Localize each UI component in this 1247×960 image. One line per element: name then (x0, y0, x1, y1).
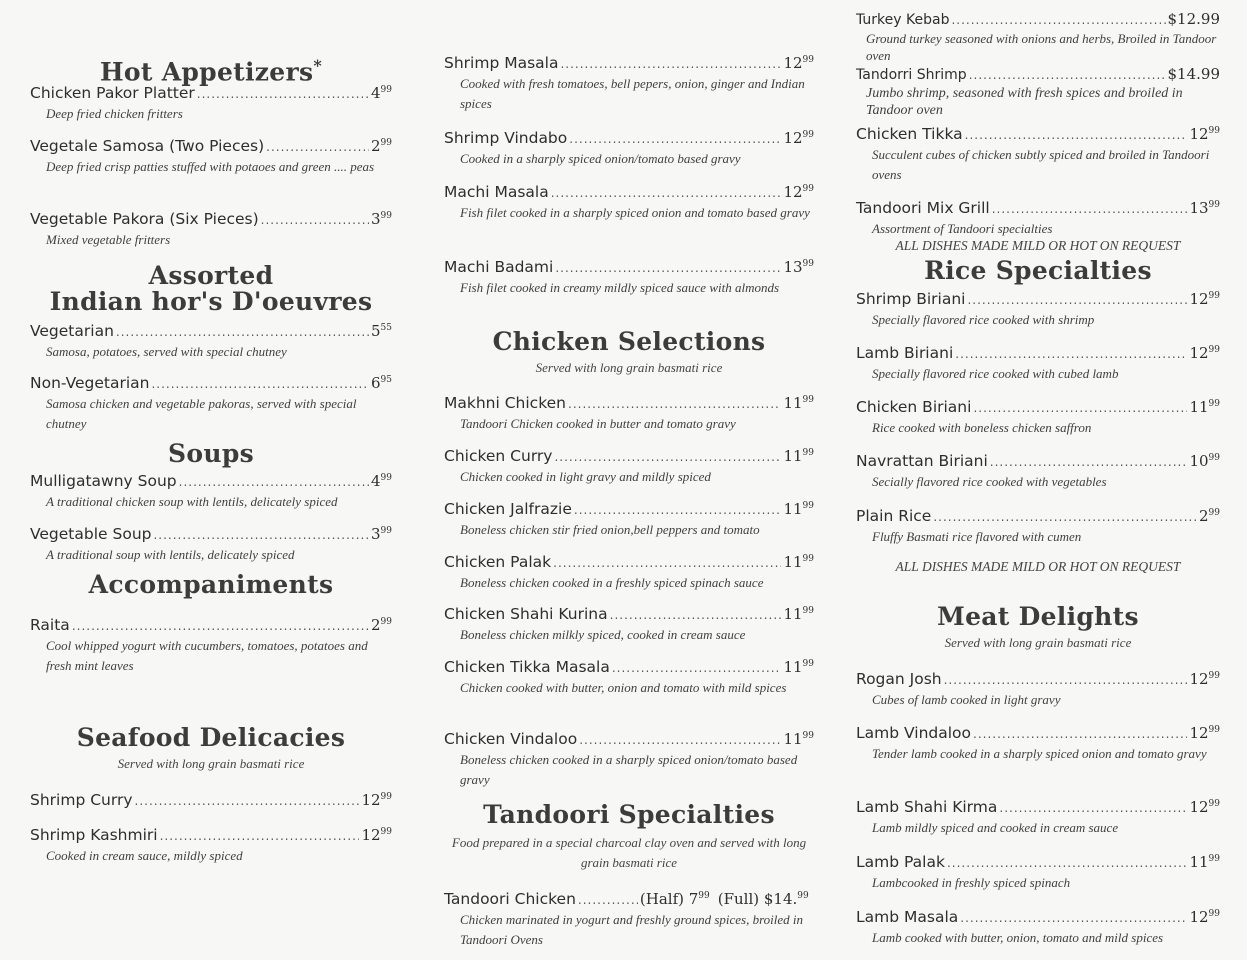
section-title-accompaniments: Accompaniments (88, 570, 334, 599)
leader-dots (610, 605, 782, 625)
menu-item (856, 195, 1220, 239)
item-description: Deep fried crisp patties stuffed with potaoes and green .... peas (46, 159, 375, 174)
section-subtitle: Served with long grain basmati rice (944, 635, 1132, 650)
leader-dots (612, 658, 782, 678)
leader-dots (179, 472, 369, 492)
item-name: Chicken Vindaloo (444, 730, 578, 748)
item-name: Raita (30, 616, 70, 634)
item-price: $11^{99}$ (783, 447, 814, 465)
item-description: Chicken cooked in light gravy and mildly spiced (460, 469, 711, 484)
menu-item (856, 286, 1220, 330)
leader-dots (197, 84, 369, 104)
item-price: $2^{99}$ (1199, 507, 1220, 525)
menu-item (444, 726, 814, 790)
item-price: $2^{99}$ (371, 137, 392, 155)
section-subtitle: Food prepared in a special charcoal clay oven and served with long grain basmati rice (451, 835, 807, 870)
leader-dots (967, 290, 1187, 310)
item-name: Vegetarian (30, 322, 114, 340)
item-description: Chicken cooked with butter, onion and tomato with mild spices (460, 680, 787, 695)
item-name: Shrimp Kashmiri (30, 826, 158, 844)
item-description: Boneless chicken cooked in a freshly spiced spinach sauce (460, 575, 764, 590)
item-description: Samosa chicken and vegetable pakoras, served with special chutney (46, 396, 357, 431)
menu-item (30, 468, 392, 512)
item-name: Chicken Pakor Platter (30, 84, 195, 102)
mild-hot-note: ALL DISHES MADE MILD OR HOT ON REQUEST (895, 238, 1181, 253)
leader-dots (554, 447, 781, 467)
item-description: Cooked with fresh tomatoes, bell pepers, onion, ginger and Indian spices (460, 76, 805, 111)
leader-dots (153, 525, 369, 545)
item-price: $12^{99}$ (783, 183, 814, 201)
item-description: Fluffy Basmati rice flavored with cumen (872, 529, 1082, 544)
item-description: Rice cooked with boneless chicken saffron (872, 420, 1092, 435)
item-price: $12^{99}$ (1189, 724, 1220, 742)
menu-item (856, 9, 1220, 64)
item-price: $3^{99}$ (371, 525, 392, 543)
menu-item (444, 496, 814, 540)
menu-item (30, 612, 392, 676)
menu-item (30, 133, 392, 177)
item-price: $10^{99}$ (1189, 452, 1220, 470)
item-name: Chicken Shahi Kurina (444, 605, 608, 623)
section-title-hors-doeuvres: Indian hor's D'oeuvres (49, 287, 373, 316)
item-name: Shrimp Curry (30, 791, 133, 809)
leader-dots (947, 853, 1188, 873)
leader-dots (965, 125, 1188, 145)
item-price: $12^{99}$ (783, 54, 814, 72)
item-price: $12.99 (1167, 10, 1220, 28)
item-name: Rogan Josh (856, 670, 942, 688)
section-title-hot-appetizers: Hot Appetizers* (99, 56, 323, 87)
item-description: A traditional chicken soup with lentils, delicately spiced (46, 494, 338, 509)
leader-dots (992, 199, 1188, 219)
item-description: Specially flavored rice cooked with shrimp (872, 312, 1095, 327)
item-description: Cooked in cream sauce, mildly spiced (46, 848, 243, 863)
item-description: Cubes of lamb cooked in light gravy (872, 692, 1061, 707)
menu-item (856, 503, 1220, 547)
item-name: Vegetable Pakora (Six Pieces) (30, 210, 259, 228)
leader-dots (116, 322, 369, 342)
leader-dots (999, 798, 1187, 818)
menu-item (856, 121, 1220, 185)
section-title-chicken: Chicken Selections (492, 327, 766, 356)
menu-item (856, 448, 1220, 492)
item-description: Specially flavored rice cooked with cubed lamb (872, 366, 1119, 381)
item-description: Boneless chicken stir fried onion,bell peppers and tomato (460, 522, 760, 537)
item-name: Navrattan Biriani (856, 452, 988, 470)
menu-item (856, 794, 1220, 838)
item-price-half: (Half) $7^{99}$ (639, 890, 710, 908)
item-name: Chicken Palak (444, 553, 552, 571)
leader-dots (990, 452, 1188, 472)
menu-item (30, 206, 392, 250)
section-title-soups: Soups (168, 439, 254, 468)
item-description: Mixed vegetable fritters (46, 232, 171, 247)
menu-item (856, 340, 1220, 384)
item-name: Lamb Palak (856, 853, 945, 871)
item-name: Non-Vegetarian (30, 374, 150, 392)
item-price: $11^{99}$ (783, 730, 814, 748)
item-description: Fish filet cooked in a sharply spiced onion and tomato based gravy (460, 205, 810, 220)
menu-item (444, 549, 814, 593)
section-subtitle: Served with long grain basmati rice (117, 756, 305, 771)
menu-item (30, 80, 392, 124)
leader-dots (160, 826, 360, 846)
item-description: Tender lamb cooked in a sharply spiced onion and tomato gravy (872, 746, 1207, 761)
item-price-full: (Full) $14.99 (717, 890, 809, 908)
leader-dots (261, 210, 369, 230)
item-price: $13^{99}$ (1189, 199, 1220, 217)
item-name: Chicken Tikka (856, 125, 963, 143)
item-price: $11^{99}$ (783, 658, 814, 676)
menu-item (30, 787, 392, 811)
leader-dots (72, 616, 369, 636)
menu-item (444, 179, 814, 223)
menu-item (856, 720, 1220, 764)
item-description: Secially flavored rice cooked with vegetables (872, 474, 1107, 489)
menu-item (444, 601, 814, 645)
item-name: Chicken Curry (444, 447, 553, 465)
item-name: Machi Badami (444, 258, 554, 276)
section-subtitle: Served with long grain basmati rice (535, 360, 723, 375)
leader-dots (266, 137, 369, 157)
item-name: Turkey Kebab (856, 12, 950, 28)
item-description: Fish filet cooked in creamy mildly spiced sauce with almonds (460, 280, 780, 295)
item-description: Chicken marinated in yogurt and freshly ground spices, broiled in Tandoori Ovens (460, 912, 804, 947)
item-description: Tandoori Chicken cooked in butter and tomato gravy (460, 416, 736, 431)
item-name: Shrimp Biriani (856, 290, 966, 308)
leader-dots (553, 553, 781, 573)
menu-item (856, 394, 1220, 438)
section-title-seafood: Seafood Delicacies (76, 723, 346, 752)
menu-item (444, 125, 814, 169)
menu-item (444, 654, 814, 698)
item-price: $12^{99}$ (361, 826, 392, 844)
item-name: Plain Rice (856, 507, 932, 525)
item-price: $11^{99}$ (783, 553, 814, 571)
item-description: Boneless chicken cooked in a sharply spiced onion/tomato based gravy (460, 752, 798, 787)
item-price: $12^{99}$ (1189, 125, 1220, 143)
section-title-rice: Rice Specialties (924, 256, 1152, 285)
menu-item (30, 318, 392, 362)
leader-dots (551, 183, 782, 203)
item-name: Lamb Masala (856, 908, 959, 926)
leader-dots (955, 344, 1187, 364)
leader-dots (973, 724, 1187, 744)
item-price: $12^{99}$ (1189, 670, 1220, 688)
item-price: $4^{99}$ (371, 472, 392, 490)
menu-item (856, 849, 1220, 893)
item-description: Cooked in a sharply spiced onion/tomato based gravy (460, 151, 741, 166)
leader-dots (960, 908, 1187, 928)
item-name: Tandoori Chicken (444, 890, 576, 908)
item-description: Succulent cubes of chicken subtly spiced and broiled in Tandoori ovens (872, 147, 1210, 182)
item-price: $12^{99}$ (783, 129, 814, 147)
item-description: A traditional soup with lentils, delicately spiced (46, 547, 295, 562)
leader-dots (951, 10, 1165, 30)
item-name: Shrimp Vindabo (444, 129, 568, 147)
item-name: Makhni Chicken (444, 394, 566, 412)
item-description: Boneless chicken milkly spiced, cooked in cream sauce (460, 627, 746, 642)
menu-item (444, 443, 814, 487)
item-name: Lamb Shahi Kirma (856, 798, 998, 816)
item-price: $12^{99}$ (1189, 908, 1220, 926)
item-price: $12^{99}$ (361, 791, 392, 809)
leader-dots (135, 791, 360, 811)
section-title-tandoori: Tandoori Specialties (483, 800, 775, 829)
item-price: $3^{99}$ (371, 210, 392, 228)
item-name: Shrimp Masala (444, 54, 559, 72)
menu-item (30, 521, 392, 565)
item-price: $13^{99}$ (783, 258, 814, 276)
item-name: Tandorri Shrimp (856, 67, 967, 83)
leader-dots (933, 507, 1197, 527)
menu-item (444, 886, 814, 950)
item-price: $11^{99}$ (1189, 853, 1220, 871)
menu-item (30, 370, 392, 434)
item-price: $12^{99}$ (1189, 798, 1220, 816)
leader-dots (574, 500, 782, 520)
leader-dots (973, 398, 1187, 418)
leader-dots (578, 890, 638, 910)
item-price: $14.99 (1167, 65, 1220, 83)
section-title-assorted: Assorted (148, 261, 274, 290)
item-description: Lamb mildly spiced and cooked in cream sauce (872, 820, 1119, 835)
item-name: Tandoori Mix Grill (856, 199, 990, 217)
item-name: Chicken Jalfrazie (444, 500, 572, 518)
item-description: Lambcooked in freshly spiced spinach (872, 875, 1071, 890)
mild-hot-note: ALL DISHES MADE MILD OR HOT ON REQUEST (895, 559, 1181, 574)
item-description: Assortment of Tandoori specialties (872, 221, 1053, 236)
item-price: $2^{99}$ (371, 616, 392, 634)
item-price: $11^{99}$ (783, 394, 814, 412)
item-description: Cool whipped yogurt with cucumbers, tomatoes, potatoes and fresh mint leaves (46, 638, 368, 673)
leader-dots (944, 670, 1188, 690)
section-title-meat: Meat Delights (937, 602, 1139, 631)
item-price: $11^{99}$ (783, 605, 814, 623)
item-price: $11^{99}$ (783, 500, 814, 518)
item-name: Machi Masala (444, 183, 549, 201)
item-name: Mulligatawny Soup (30, 472, 177, 490)
item-price: $11^{99}$ (1189, 398, 1220, 416)
item-description: Ground turkey seasoned with onions and herbs, Broiled in Tandoor oven (866, 31, 1217, 63)
item-description: Samosa, potatoes, served with special chutney (46, 344, 287, 359)
menu-item (30, 822, 392, 866)
item-price: $4^{99}$ (371, 84, 392, 102)
item-price: $6^{95}$ (371, 374, 392, 392)
leader-dots (560, 54, 781, 74)
leader-dots (151, 374, 369, 394)
menu-item (856, 64, 1220, 119)
item-name: Chicken Biriani (856, 398, 972, 416)
leader-dots (579, 730, 781, 750)
item-description: Deep fried chicken fritters (46, 106, 183, 121)
menu-item (444, 390, 814, 434)
leader-dots (569, 129, 781, 149)
item-name: Lamb Biriani (856, 344, 954, 362)
menu-item (444, 254, 814, 298)
menu-item (444, 50, 814, 114)
item-name: Lamb Vindaloo (856, 724, 972, 742)
item-name: Vegetale Samosa (Two Pieces) (30, 137, 265, 155)
menu-item (856, 666, 1220, 710)
item-description: Lamb cooked with butter, onion, tomato and mild spices (872, 930, 1164, 945)
item-description: Jumbo shrimp, seasoned with fresh spices and broiled in Tandoor oven (866, 86, 1183, 118)
item-price: $12^{99}$ (1189, 344, 1220, 362)
item-name: Vegetable Soup (30, 525, 152, 543)
item-price: $5^{55}$ (371, 322, 392, 340)
leader-dots (555, 258, 781, 278)
menu-item (856, 904, 1220, 948)
leader-dots (969, 65, 1166, 85)
leader-dots (568, 394, 781, 414)
item-name: Chicken Tikka Masala (444, 658, 610, 676)
item-price: $12^{99}$ (1189, 290, 1220, 308)
